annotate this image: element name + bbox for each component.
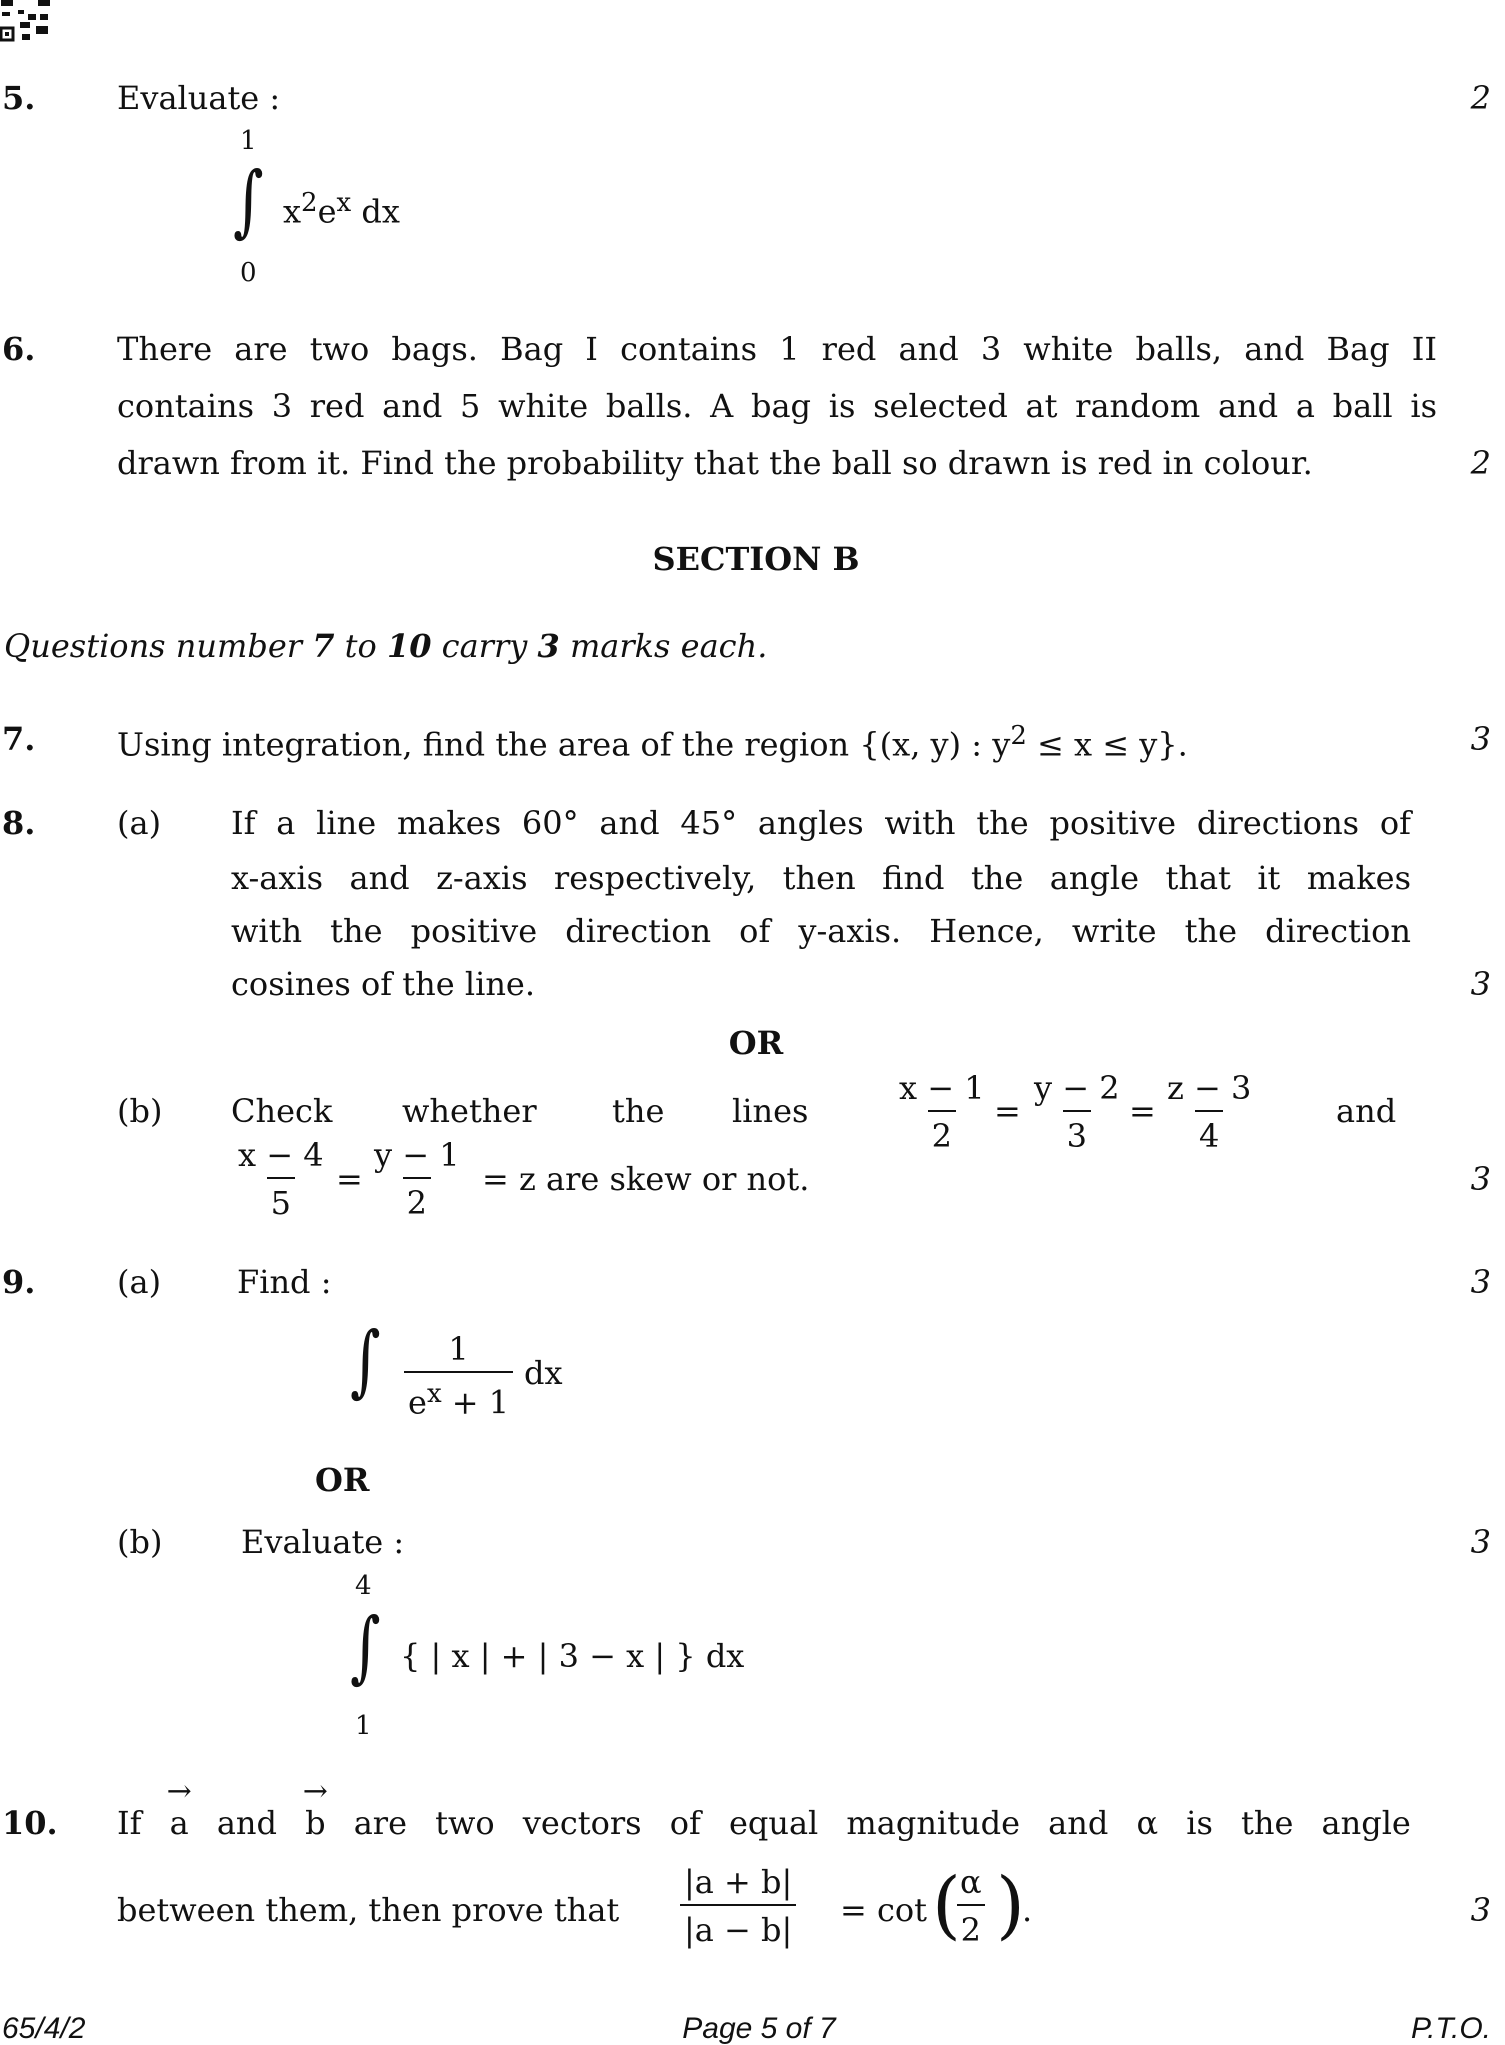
- word: If: [117, 1804, 142, 1842]
- denominator: 2: [928, 1110, 956, 1152]
- vector-a: → a: [170, 1807, 189, 1839]
- q8b-word: whether: [402, 1092, 537, 1130]
- equals: =: [336, 1160, 363, 1198]
- instr-text: Questions number: [4, 627, 313, 665]
- fraction: [680, 1863, 796, 1949]
- word: the: [1240, 1804, 1294, 1842]
- vector-b: → b: [305, 1807, 325, 1839]
- numerator: x − 4: [238, 1136, 324, 1174]
- q7-text-main: Using integration, find the area of the region {(x, y) : y: [117, 725, 1011, 764]
- q6-marks: 2: [1470, 444, 1491, 482]
- equals: =: [1129, 1092, 1156, 1130]
- instr-text: to: [334, 627, 387, 665]
- q9a-label: (a): [117, 1263, 162, 1301]
- q7-number: 7.: [2, 720, 36, 758]
- word: and: [216, 1804, 277, 1842]
- den-plus-one: + 1: [441, 1383, 510, 1422]
- q9b-lower-limit: 1: [355, 1711, 372, 1741]
- exponent: 2: [301, 188, 318, 218]
- word: equal: [728, 1804, 819, 1842]
- integral-sign: ∫: [350, 1316, 381, 1406]
- q8b-word: lines: [732, 1092, 809, 1130]
- q9b-label: (b): [117, 1523, 163, 1561]
- numerator: z − 3: [1167, 1069, 1252, 1107]
- numerator: |a + b|: [684, 1863, 793, 1901]
- q8b-and: and: [1336, 1092, 1397, 1130]
- q9a-marks: 3: [1470, 1263, 1491, 1301]
- integral-sign: ∫: [350, 1602, 381, 1692]
- q10-marks: 3: [1470, 1891, 1491, 1929]
- section-heading: SECTION B: [652, 540, 860, 578]
- q6-line: drawn from it. Find the probability that the ball so drawn is red in colour.: [117, 444, 1313, 482]
- fraction: [895, 1069, 989, 1155]
- page-number: Page 5 of 7: [682, 2012, 836, 2045]
- q6-line: contains 3 red and 5 white balls. A bag is selected at random and a ball is: [117, 387, 1437, 425]
- word: two: [435, 1804, 495, 1842]
- q7-text-tail: ≤ x ≤ y}.: [1026, 725, 1188, 764]
- denominator: 4: [1195, 1110, 1223, 1152]
- q5-upper-limit: 1: [240, 126, 257, 156]
- fraction: [1163, 1069, 1255, 1155]
- denominator: |a − b|: [680, 1904, 796, 1946]
- word: vectors: [522, 1804, 642, 1842]
- integrand-x: x: [283, 192, 302, 231]
- q8-number: 8.: [2, 804, 36, 842]
- q6-number: 6.: [2, 330, 36, 368]
- q5-lower-limit: 0: [240, 258, 257, 288]
- instr-text: marks each.: [559, 627, 768, 665]
- q8a-marks: 3: [1470, 965, 1491, 1003]
- q9-number: 9.: [2, 1263, 36, 1301]
- q9b-text: Evaluate :: [241, 1523, 405, 1561]
- alpha-symbol: α: [1136, 1804, 1159, 1842]
- left-paren: (: [932, 1862, 961, 1948]
- word: and: [1048, 1804, 1109, 1842]
- q8b-word: the: [612, 1092, 665, 1130]
- q7-marks: 3: [1470, 720, 1491, 758]
- q8b-marks: 3: [1470, 1160, 1491, 1198]
- denominator: 5: [267, 1177, 295, 1219]
- or-separator: OR: [728, 1024, 784, 1062]
- instr-bold: 10: [386, 627, 432, 665]
- exponent: x: [426, 1379, 442, 1409]
- fraction: [234, 1136, 328, 1222]
- qr-code: [0, 0, 52, 42]
- denominator: 2: [957, 1904, 985, 1946]
- q7-text: [117, 721, 1188, 764]
- q8b-word: Check: [231, 1092, 333, 1130]
- pto-label: P.T.O.: [1410, 2012, 1491, 2045]
- q9a-text: Find :: [237, 1263, 332, 1301]
- q8a-line: cosines of the line.: [231, 965, 536, 1003]
- word: magnitude: [846, 1804, 1021, 1842]
- or-separator: OR: [315, 1461, 370, 1499]
- q8b-tail: = z are skew or not.: [482, 1160, 810, 1198]
- den-e: e: [408, 1383, 427, 1422]
- dx: dx: [524, 1354, 563, 1392]
- instr-text: carry: [431, 627, 538, 665]
- denominator: 3: [1063, 1110, 1091, 1152]
- instr-bold: 7: [312, 627, 335, 665]
- q8a-line: If a line makes 60° and 45° angles with the positive directions of: [231, 804, 1411, 842]
- word: is: [1186, 1804, 1213, 1842]
- word: of: [669, 1804, 701, 1842]
- word: are: [353, 1804, 408, 1842]
- q5-marks: 2: [1470, 79, 1491, 117]
- instr-bold: 3: [537, 627, 560, 665]
- q8a-line: x-axis and z-axis respectively, then find the angle that it makes: [231, 859, 1411, 897]
- word: angle: [1321, 1804, 1411, 1842]
- denominator: [404, 1371, 513, 1422]
- integral-sign: ∫: [233, 156, 264, 246]
- q6-line: There are two bags. Bag I contains 1 red and 3 white balls, and Bag II: [117, 330, 1437, 368]
- fraction: [404, 1330, 513, 1422]
- fraction: [370, 1136, 464, 1222]
- q8a-label: (a): [117, 804, 162, 842]
- q10-line2: between them, then prove that: [117, 1891, 620, 1929]
- numerator: y − 2: [1034, 1069, 1120, 1107]
- q9b-integrand: { | x | + | 3 − x | } dx: [400, 1637, 745, 1675]
- paper-code: 65/4/2: [2, 2012, 86, 2045]
- period: .: [1022, 1891, 1033, 1929]
- cot-label: = cot: [840, 1891, 928, 1929]
- q10-line1: [117, 1804, 1411, 1842]
- exponent: x: [336, 188, 352, 218]
- q5-integrand: [283, 188, 400, 231]
- fraction: [1030, 1069, 1124, 1155]
- denominator: 2: [403, 1177, 431, 1219]
- q8a-line: with the positive direction of y-axis. Hence, write the direction: [231, 912, 1411, 950]
- q8b-label: (b): [117, 1092, 163, 1130]
- exponent: 2: [1010, 721, 1027, 751]
- right-paren: ): [996, 1862, 1025, 1948]
- dx: dx: [351, 192, 400, 231]
- numerator: 1: [448, 1330, 469, 1368]
- section-instructions: [4, 627, 768, 665]
- numerator: y − 1: [374, 1136, 460, 1174]
- q10-number: 10.: [2, 1804, 58, 1842]
- numerator: α: [960, 1863, 982, 1901]
- integrand-e: e: [317, 192, 337, 231]
- equals: =: [994, 1092, 1021, 1130]
- q9b-upper-limit: 4: [355, 1571, 372, 1601]
- fraction: [956, 1863, 986, 1949]
- q5-text: Evaluate :: [117, 79, 281, 117]
- q5-number: 5.: [2, 79, 36, 117]
- numerator: x − 1: [899, 1069, 985, 1107]
- q9b-marks: 3: [1470, 1523, 1491, 1561]
